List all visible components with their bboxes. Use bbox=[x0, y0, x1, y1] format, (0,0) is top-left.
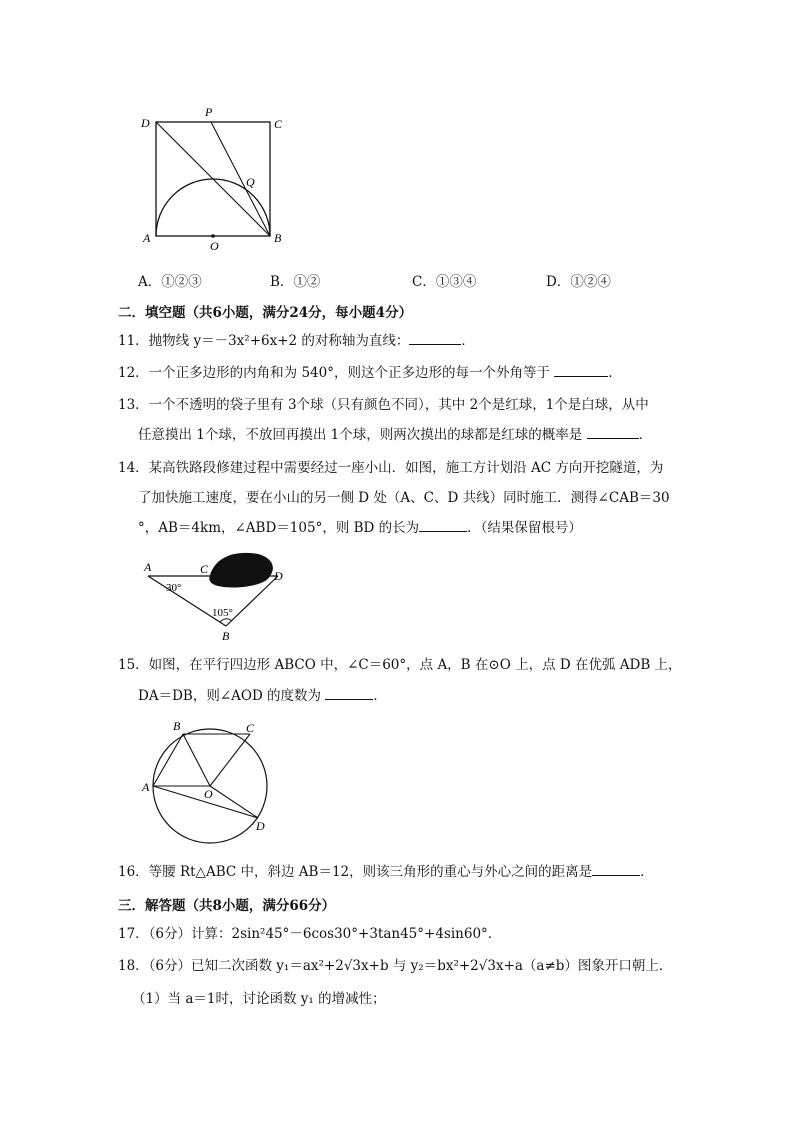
label-c: C bbox=[246, 721, 255, 735]
q10-option-c: C．①③④ bbox=[412, 274, 477, 290]
question-14-line1: 14．某高铁路段修建过程中需要经过一座小山．如图，施工方计划沿 AC 方向开挖隧道，为 bbox=[118, 460, 664, 476]
label-c: C bbox=[200, 562, 209, 576]
question-16: 16．等腰 Rt△ABC 中，斜边 AB＝12，则该三角形的重心与外心之间的距离是 ． bbox=[118, 864, 654, 880]
label-q: Q bbox=[246, 175, 255, 189]
question-13-line1: 13．一个不透明的袋子里有 3个球（只有颜色不同），其中 2个是红球，1个是白球，从中 bbox=[118, 397, 649, 413]
label-a: A bbox=[143, 231, 151, 245]
mountain-shape bbox=[209, 553, 273, 588]
q10-figure bbox=[138, 102, 298, 252]
label-a: A bbox=[142, 780, 150, 794]
question-11: 11．抛物线 y＝－3x²+6x+2 的对称轴为直线： ． bbox=[118, 333, 475, 349]
question-15-line1: 15．如图，在平行四边形 ABCO 中，∠C＝60°，点 A，B 在⊙O 上，点 D 在优弧 ADB 上， bbox=[118, 657, 682, 673]
question-13-line2: 任意摸出 1个球，不放回再摸出 1个球，则两次摸出的球都是红球的概率是 ． bbox=[138, 427, 653, 443]
label-d: D bbox=[256, 819, 265, 833]
label-d: D bbox=[141, 116, 150, 130]
q14-figure bbox=[138, 546, 298, 646]
label-d: D bbox=[274, 569, 283, 583]
question-12: 12．一个正多边形的内角和为 540°，则这个正多边形的每一个外角等于 ． bbox=[118, 365, 622, 381]
question-15-line2: DA＝DB，则∠AOD 的度数为 ． bbox=[138, 688, 387, 704]
q10-option-a: A．①②③ bbox=[138, 274, 202, 290]
angle-105: 105° bbox=[212, 607, 233, 619]
label-p: P bbox=[205, 105, 213, 119]
question-17: 17．（6分）计算：2sin²45°－6cos30°+3tan45°+4sin60°． bbox=[118, 926, 502, 942]
question-18-part-1: （1）当 a＝1时，讨论函数 y₁ 的增减性； bbox=[132, 991, 386, 1007]
label-a: A bbox=[144, 560, 152, 574]
q15-figure bbox=[138, 714, 288, 844]
label-b: B bbox=[222, 629, 230, 643]
q10-option-d: D．①②④ bbox=[546, 274, 611, 290]
label-o: O bbox=[210, 239, 219, 252]
label-o: O bbox=[204, 787, 213, 801]
question-18: 18．（6分）已知二次函数 y₁＝ax²+2√3x+b 与 y₂＝bx²+2√3x+a（a≠b）图象开口朝上． bbox=[118, 958, 673, 974]
angle-30: 30° bbox=[166, 582, 182, 594]
section2-heading: 二．填空题（共6小题，满分24分，每小题4分） bbox=[118, 305, 413, 321]
label-b: B bbox=[173, 719, 181, 733]
question-14-line2: 了加快施工速度，要在小山的另一侧 D 处（A、C、D 共线）同时施工．测得∠CAB＝30 bbox=[138, 490, 670, 506]
q10-option-b: B．①② bbox=[270, 274, 321, 290]
section3-heading: 三．解答题（共8小题，满分66分） bbox=[118, 898, 336, 914]
question-14-line3: °，AB＝4km，∠ABD＝105°，则 BD 的长为 ．（结果保留根号） bbox=[138, 520, 582, 536]
label-b: B bbox=[274, 231, 282, 245]
label-c: C bbox=[274, 117, 283, 131]
